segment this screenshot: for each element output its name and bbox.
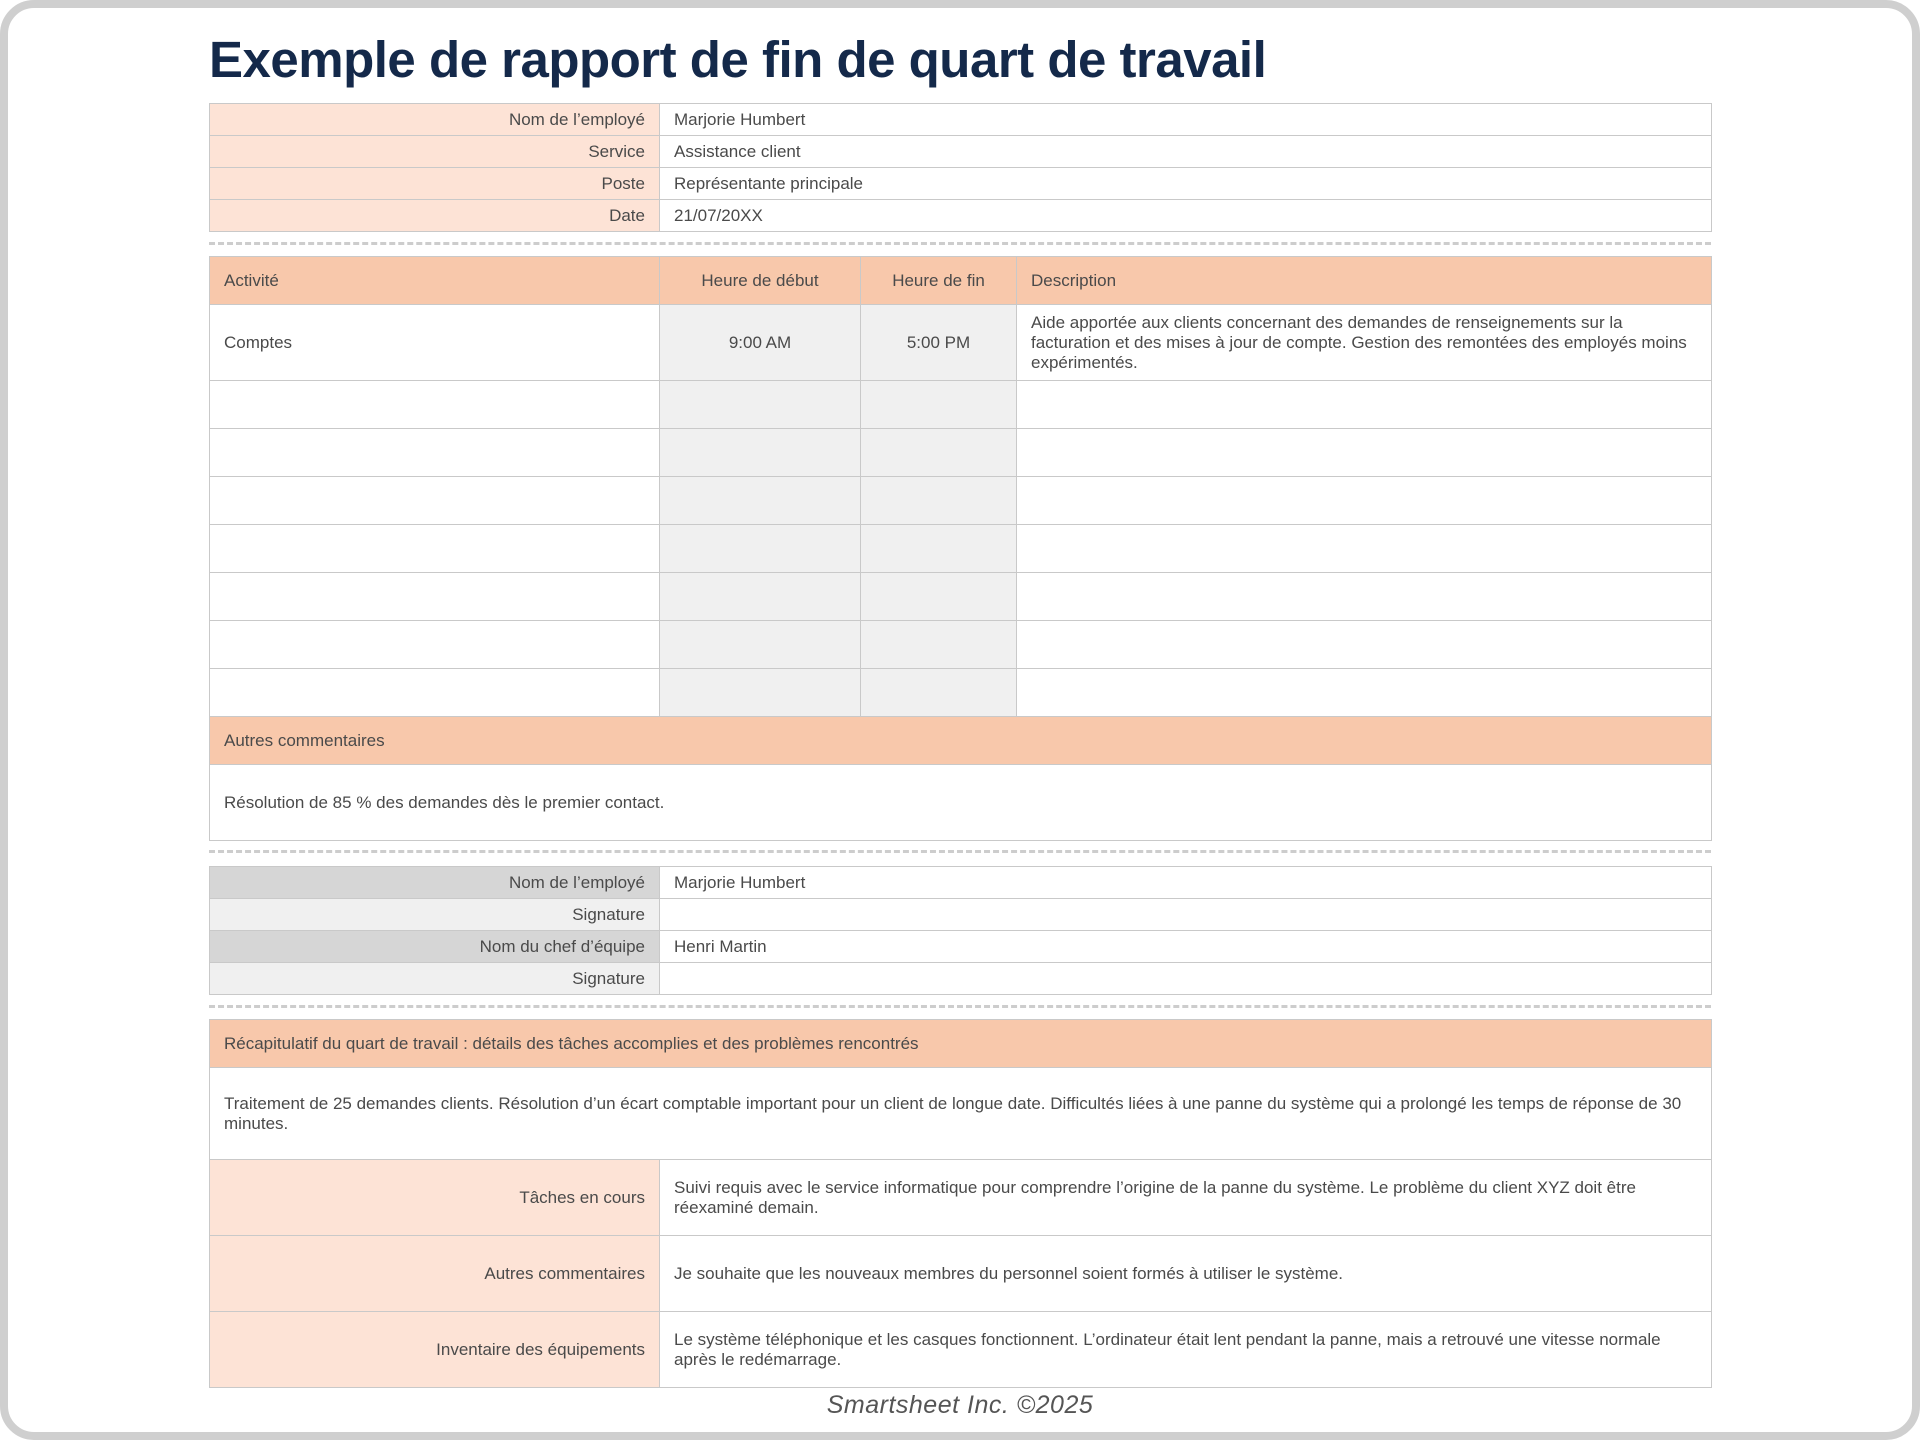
signature-row — [210, 963, 1712, 995]
start-time-cell[interactable] — [660, 669, 861, 717]
activity-cell[interactable] — [210, 669, 660, 717]
summary-header: Récapitulatif du quart de travail : détails des tâches accomplies et des problèmes rencontrés — [210, 1020, 1712, 1068]
activity-cell[interactable] — [210, 429, 660, 477]
signature-row — [210, 931, 1712, 963]
info-label-employee: Nom de l’employé — [210, 104, 660, 136]
divider — [209, 1005, 1711, 1008]
page-title: Exemple de rapport de fin de quart de travail — [209, 31, 1267, 88]
activities-header-row — [210, 257, 1712, 305]
label-equipment-inventory: Inventaire des équipements — [210, 1312, 660, 1388]
info-row — [210, 168, 1712, 200]
header-activity: Activité — [210, 257, 660, 305]
table-row — [210, 573, 1712, 621]
value-supervisor-name[interactable]: Henri Martin — [660, 931, 1712, 963]
info-row — [210, 104, 1712, 136]
activities-table — [209, 256, 1712, 841]
activity-cell[interactable] — [210, 525, 660, 573]
end-time-cell[interactable] — [861, 621, 1017, 669]
comments-header: Autres commentaires — [210, 717, 1712, 765]
description-cell[interactable] — [1017, 477, 1712, 525]
info-value-employee[interactable]: Marjorie Humbert — [660, 104, 1712, 136]
info-value-date[interactable]: 21/07/20XX — [660, 200, 1712, 232]
label-supervisor-signature: Signature — [210, 963, 660, 995]
description-cell[interactable]: Aide apportée aux clients concernant des demandes de renseignements sur la facturation et des mises à jour de compte. Gestion des remontées des employés moins expérimentés. — [1017, 305, 1712, 381]
value-employee-signature[interactable] — [660, 899, 1712, 931]
info-label-service: Service — [210, 136, 660, 168]
end-time-cell[interactable] — [861, 525, 1017, 573]
table-row — [210, 477, 1712, 525]
summary-detail-row — [210, 1236, 1712, 1312]
header-end-time: Heure de fin — [861, 257, 1017, 305]
end-time-cell[interactable] — [861, 381, 1017, 429]
value-equipment-inventory[interactable]: Le système téléphonique et les casques fonctionnent. L’ordinateur était lent pendant la panne, mais a retrouvé une vitesse normale après le redémarrage. — [660, 1312, 1712, 1388]
signatures-table — [209, 866, 1712, 995]
summary-detail-row — [210, 1312, 1712, 1388]
description-cell[interactable] — [1017, 669, 1712, 717]
end-time-cell[interactable] — [861, 573, 1017, 621]
start-time-cell[interactable] — [660, 477, 861, 525]
info-value-service[interactable]: Assistance client — [660, 136, 1712, 168]
table-row — [210, 621, 1712, 669]
description-cell[interactable] — [1017, 525, 1712, 573]
description-cell[interactable] — [1017, 621, 1712, 669]
table-row — [210, 305, 1712, 381]
table-row — [210, 525, 1712, 573]
end-time-cell[interactable] — [861, 669, 1017, 717]
info-row — [210, 200, 1712, 232]
summary-table — [209, 1019, 1712, 1388]
activity-cell[interactable] — [210, 573, 660, 621]
end-time-cell[interactable] — [861, 429, 1017, 477]
comments-header-row — [210, 717, 1712, 765]
summary-detail-row — [210, 1160, 1712, 1236]
signature-row — [210, 899, 1712, 931]
label-tasks-in-progress: Tâches en cours — [210, 1160, 660, 1236]
signature-row — [210, 867, 1712, 899]
start-time-cell[interactable] — [660, 429, 861, 477]
activity-cell[interactable] — [210, 621, 660, 669]
header-start-time: Heure de début — [660, 257, 861, 305]
description-cell[interactable] — [1017, 429, 1712, 477]
label-employee-name: Nom de l’employé — [210, 867, 660, 899]
comments-value[interactable]: Résolution de 85 % des demandes dès le premier contact. — [210, 765, 1712, 841]
activity-cell[interactable] — [210, 477, 660, 525]
label-supervisor-name: Nom du chef d’équipe — [210, 931, 660, 963]
value-employee-name[interactable]: Marjorie Humbert — [660, 867, 1712, 899]
activity-cell[interactable]: Comptes — [210, 305, 660, 381]
header-description: Description — [1017, 257, 1712, 305]
info-label-date: Date — [210, 200, 660, 232]
employee-info-table — [209, 103, 1712, 232]
divider — [209, 850, 1711, 853]
start-time-cell[interactable]: 9:00 AM — [660, 305, 861, 381]
label-employee-signature: Signature — [210, 899, 660, 931]
summary-text[interactable]: Traitement de 25 demandes clients. Résolution d’un écart comptable important pour un client de longue date. Difficultés liées à une panne du système qui a prolongé les temps de réponse de 30 minutes. — [210, 1068, 1712, 1160]
summary-header-row — [210, 1020, 1712, 1068]
comments-row — [210, 765, 1712, 841]
description-cell[interactable] — [1017, 573, 1712, 621]
value-supervisor-signature[interactable] — [660, 963, 1712, 995]
activity-cell[interactable] — [210, 381, 660, 429]
value-tasks-in-progress[interactable]: Suivi requis avec le service informatique pour comprendre l’origine de la panne du système. Le problème du client XYZ doit être réexaminé demain. — [660, 1160, 1712, 1236]
end-time-cell[interactable] — [861, 477, 1017, 525]
start-time-cell[interactable] — [660, 621, 861, 669]
table-row — [210, 669, 1712, 717]
info-value-position[interactable]: Représentante principale — [660, 168, 1712, 200]
divider — [209, 242, 1711, 245]
table-row — [210, 429, 1712, 477]
info-row — [210, 136, 1712, 168]
summary-text-row — [210, 1068, 1712, 1160]
table-row — [210, 381, 1712, 429]
start-time-cell[interactable] — [660, 381, 861, 429]
start-time-cell[interactable] — [660, 525, 861, 573]
end-time-cell[interactable]: 5:00 PM — [861, 305, 1017, 381]
start-time-cell[interactable] — [660, 573, 861, 621]
footer-copyright: Smartsheet Inc. ©2025 — [826, 1391, 1094, 1419]
value-other-comments[interactable]: Je souhaite que les nouveaux membres du personnel soient formés à utiliser le système. — [660, 1236, 1712, 1312]
label-other-comments: Autres commentaires — [210, 1236, 660, 1312]
description-cell[interactable] — [1017, 381, 1712, 429]
info-label-position: Poste — [210, 168, 660, 200]
